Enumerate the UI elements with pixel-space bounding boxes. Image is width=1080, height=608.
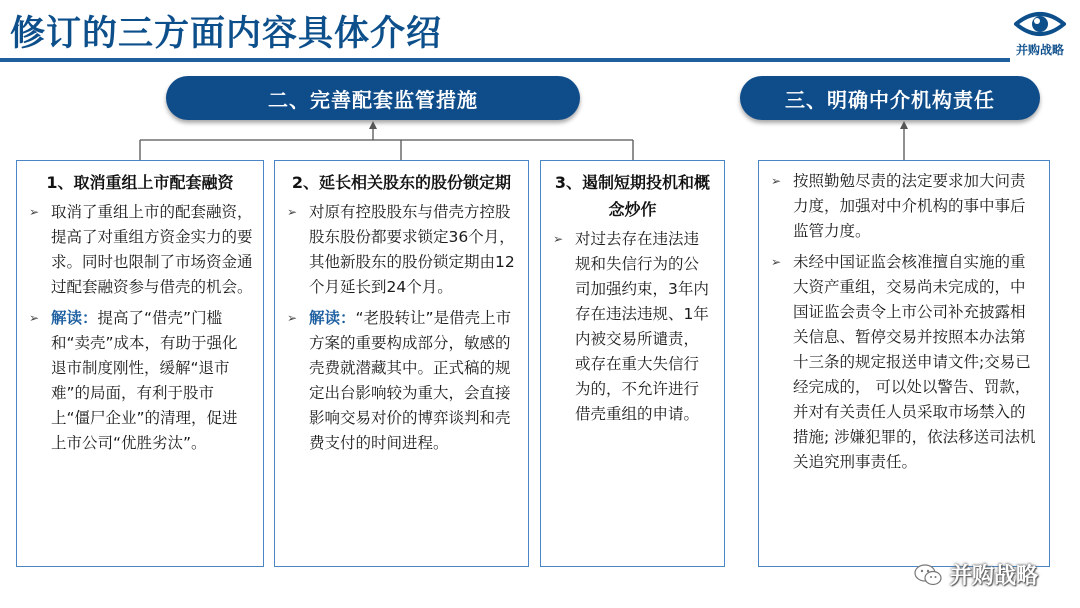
- bullet-text: 对过去存在违法违规和失信行为的公司加强约束，3年内存在违法违规、1年内被交易所谴责，或存在重大失信行为的，不允许进行借壳重组的申请。: [575, 230, 709, 423]
- responsibility-box: [758, 160, 1050, 567]
- page-title: 修订的三方面内容具体介绍: [10, 14, 443, 54]
- arrow-bullet-icon: ➢: [771, 174, 782, 188]
- wechat-icon: [914, 563, 942, 587]
- list-item: [27, 200, 253, 300]
- bullet-text: 取消了重组上市的配套融资，提高了对重组方资金实力的要求。同时也限制了市场资金通过配套融资参与借壳的机会。: [51, 203, 253, 296]
- list-item: [285, 200, 518, 300]
- section-header-intermediary: 三、明确中介机构责任: [740, 76, 1040, 120]
- arrow-bullet-icon: ➢: [287, 311, 298, 325]
- bullet-text: 按照勤勉尽责的法定要求加大问责力度，加强对中介机构的事中事后监管力度。: [793, 172, 1026, 240]
- box-title: 1、取消重组上市配套融资: [46, 173, 234, 192]
- box-title: 2、延长相关股东的股份锁定期: [291, 173, 512, 192]
- interpretation-text: 提高了“借壳”门槛和“卖壳”成本，有助于强化退市制度刚性，缓解“退市难”的局面，有利于股市上“僵尸企业”的清理，促进上市公司“优胜劣汰”。: [51, 309, 238, 452]
- interpretation-text: “老股转让”是借壳上市方案的重要构成部分，敏感的壳费就潜藏其中。正式稿的规定出台影响较为重大，会直接影响交易对价的博弈谈判和壳费支付的时间进程。: [309, 309, 512, 452]
- bullet-text: 对原有控股股东与借壳方控股股东股份都要求锁定36个月，其他新股东的股份锁定期由12个月延长到24个月。: [309, 203, 515, 296]
- arrow-bullet-icon: ➢: [771, 255, 782, 269]
- list-item: [769, 250, 1039, 475]
- section-header-supervision: 二、完善配套监管措施: [166, 76, 580, 120]
- box-title: 3、遏制短期投机和概念炒作: [554, 173, 711, 219]
- list-item: [27, 306, 253, 456]
- arrow-bullet-icon: ➢: [29, 311, 40, 325]
- list-item: [551, 227, 714, 427]
- interpretation-label: 解读：: [51, 309, 98, 327]
- arrow-bullet-icon: ➢: [29, 205, 40, 219]
- list-item: [285, 306, 518, 456]
- list-item: [769, 169, 1039, 244]
- measure-box-2: [274, 160, 529, 567]
- interpretation-label: 解读：: [309, 309, 356, 327]
- logo-text: 并购战略: [1015, 43, 1064, 57]
- watermark: [914, 559, 1038, 590]
- watermark-text: 并购战略: [949, 564, 1038, 589]
- bullet-text: 未经中国证监会核准擅自实施的重大资产重组，交易尚未完成的，中国证监会责令上市公司补充披露相关信息、暂停交易并按照本办法第十三条的规定报送申请文件;交易已经完成的， 可以处以警告、罚款，并对有关责任人员采取市场禁入的措施; 涉嫌犯罪的，依法移送司法机关追究刑事责任。: [793, 253, 1036, 471]
- arrow-bullet-icon: ➢: [553, 232, 564, 246]
- measure-box-3: [540, 160, 725, 567]
- arrow-bullet-icon: ➢: [287, 205, 298, 219]
- measure-box-1: [16, 160, 264, 567]
